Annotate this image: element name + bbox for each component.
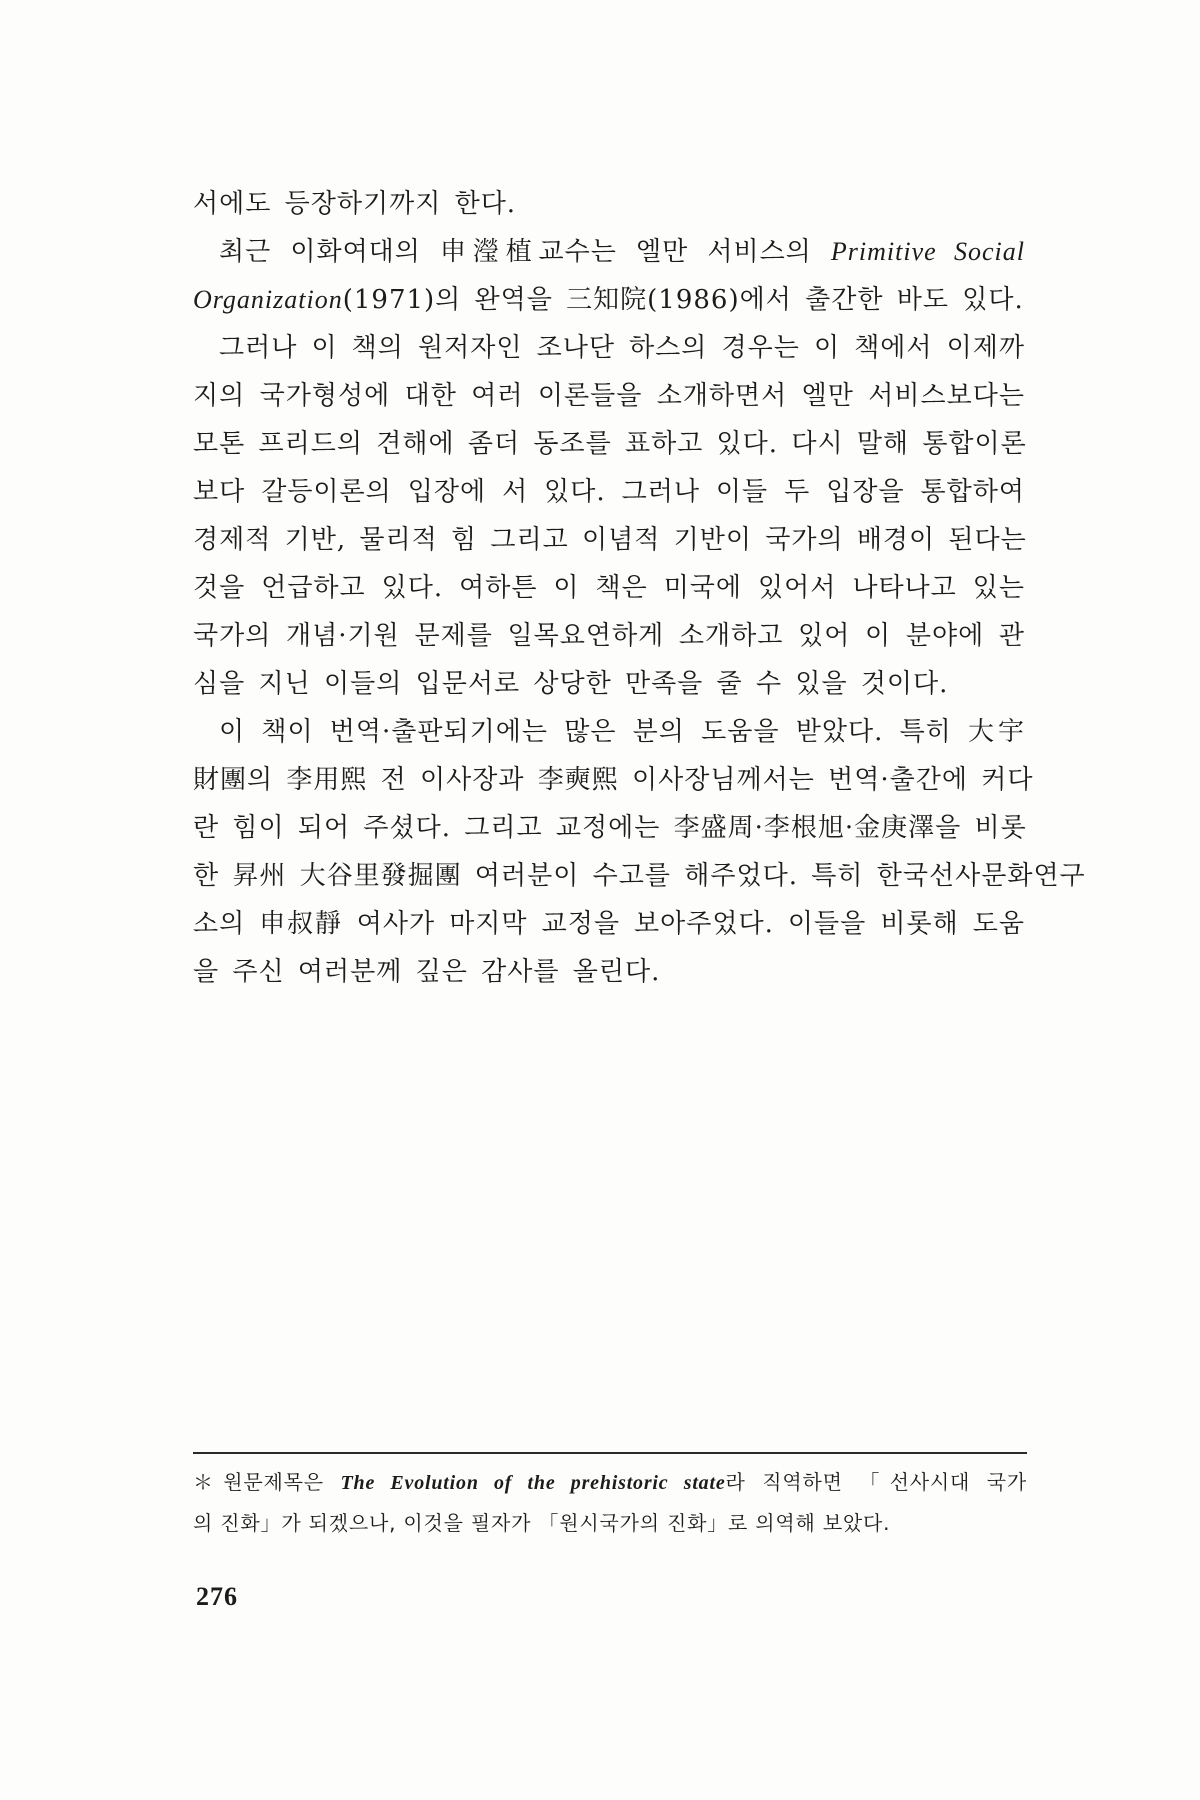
text-line: 소의 申叔靜 여사가 마지막 교정을 보아주었다. 이들을 비롯해 도움 [193, 909, 1025, 939]
text-line [193, 276, 1025, 324]
text-line-korean: 최근 이화여대의 申瀅植교수는 엘만 서비스의 [219, 237, 831, 267]
paragraph-continuation [193, 180, 1025, 228]
page-number: 276 [196, 1582, 238, 1611]
text-line: 그러나 이 책의 원저자인 조나단 하스의 경우는 이 책에서 이제까 [219, 333, 1025, 363]
book-title-italic: Organization [193, 285, 343, 314]
text-line [193, 228, 1025, 276]
text-line: 한 昇州 大谷里發掘團 여러분이 수고를 해주었다. 특히 한국선사문화연구 [193, 861, 1086, 891]
text-line: 財團의 李用熙 전 이사장과 李奭熙 이사장님께서는 번역·출간에 커다 [193, 765, 1034, 795]
text-line: 보다 갈등이론의 입장에 서 있다. 그러나 이들 두 입장을 통합하여 [193, 477, 1025, 507]
footnote-original-title: The Evolution of the prehistoric state [340, 1472, 726, 1494]
footnote-suffix: 라 직역하면 「선사시대 국가 [725, 1470, 1028, 1494]
footnote-divider [193, 1452, 1027, 1454]
text-line: 국가의 개념·기원 문제를 일목요연하게 소개하고 있어 이 분야에 관 [193, 621, 1025, 651]
footnote-line [193, 1462, 1027, 1503]
text-line: 서에도 등장하기까지 한다. [193, 189, 517, 219]
footnote-line: 의 진화」가 되겠으나, 이것을 필자가 「원시국가의 진화」로 의역해 보았다. [193, 1511, 891, 1535]
body-text [193, 180, 1086, 996]
text-line: 경제적 기반, 물리적 힘 그리고 이념적 기반이 국가의 배경이 된다는 [193, 525, 1027, 555]
paragraph-book-summary [193, 324, 1025, 708]
footnote-prefix: ＊원문제목은 [193, 1470, 341, 1494]
text-line: 을 주신 여러분께 깊은 감사를 올린다. [193, 957, 661, 987]
book-title-italic: Primitive Social [830, 237, 1025, 266]
text-line: 것을 언급하고 있다. 여하튼 이 책은 미국에 있어서 나타나고 있는 [193, 573, 1025, 603]
paragraph-translation-note [193, 228, 1025, 324]
footnote [193, 1462, 1027, 1543]
text-line: 란 힘이 되어 주셨다. 그리고 교정에는 李盛周·李根旭·金庚澤을 비롯 [193, 813, 1027, 843]
text-line: 지의 국가형성에 대한 여러 이론들을 소개하면서 엘만 서비스보다는 [193, 381, 1025, 411]
paragraph-acknowledgements [193, 708, 1086, 996]
text-line-korean: (1971)의 완역을 三知院(1986)에서 출간한 바도 있다. [342, 285, 1024, 315]
text-line: 심을 지닌 이들의 입문서로 상당한 만족을 줄 수 있을 것이다. [193, 669, 949, 699]
text-line: 모톤 프리드의 견해에 좀더 동조를 표하고 있다. 다시 말해 통합이론 [193, 429, 1027, 459]
text-line: 이 책이 번역·출판되기에는 많은 분의 도움을 받았다. 특히 大宇 [219, 717, 1025, 747]
